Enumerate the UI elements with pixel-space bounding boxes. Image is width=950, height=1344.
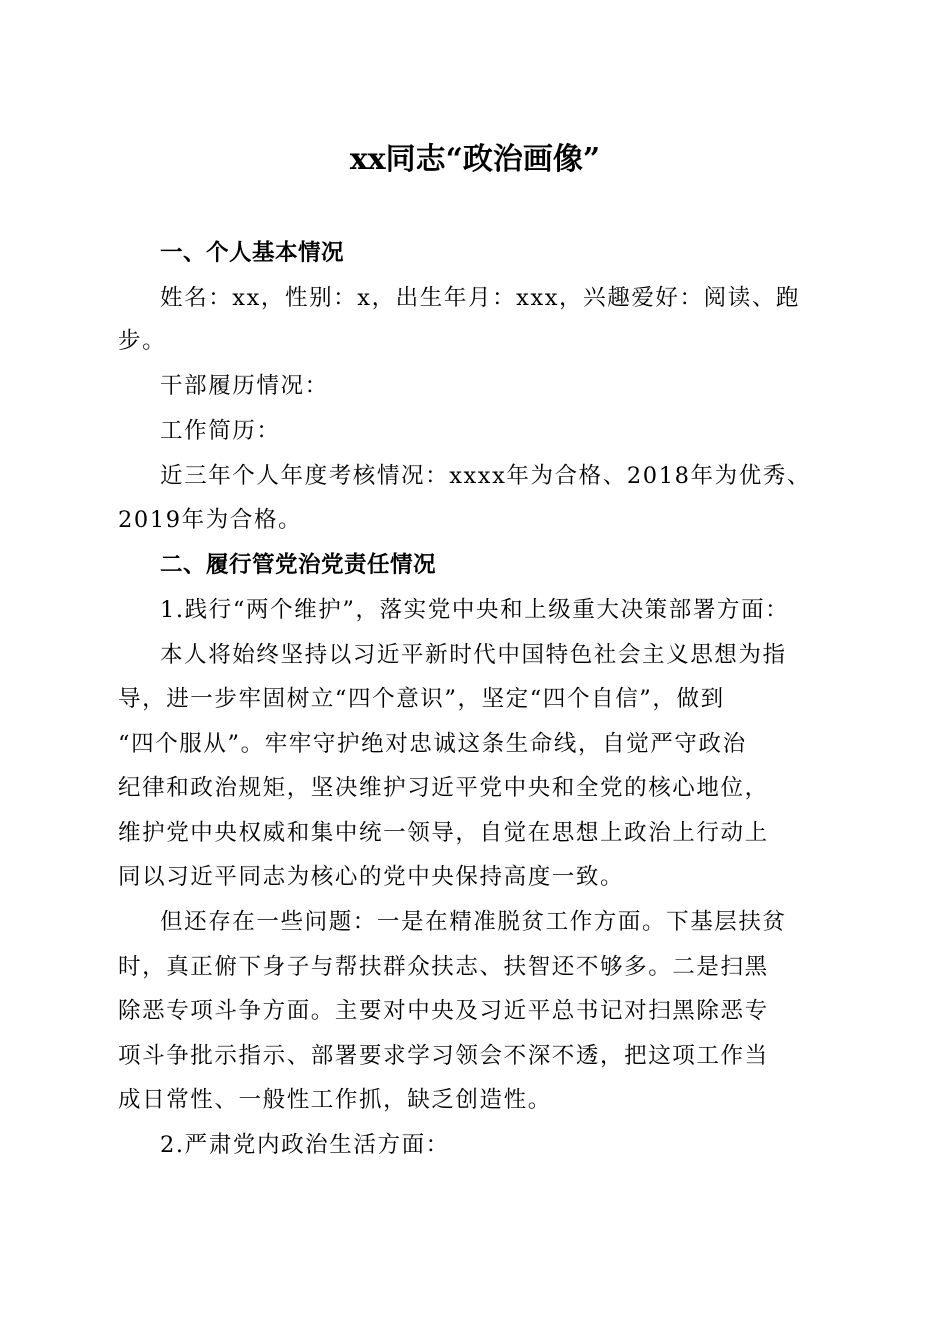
document-title: xx同志“政治画像” (349, 142, 601, 177)
paragraph-line: 本人将始终坚持以习近平新时代中国特色社会主义思想为指 (160, 642, 787, 668)
paragraph-line: 项斗争批示指示、部署要求学习领会不深不透，把这项工作当 (118, 1043, 769, 1069)
paragraph-line: 干部履历情况： (160, 373, 329, 399)
paragraph-line: 2019年为合格。 (118, 507, 303, 533)
paragraph-line: 近三年个人年度考核情况：xxxx年为合格、2018年为优秀、 (160, 463, 812, 489)
subheading-line: 1.践行“两个维护”，落实党中央和上级重大决策部署方面： (160, 597, 790, 623)
subheading-line: 2.严肃党内政治生活方面： (160, 1132, 450, 1158)
paragraph-line: 时，真正俯下身子与帮扶群众扶志、扶智还不够多。二是扫黑 (118, 954, 769, 980)
paragraph-line: 导，进一步牢固树立“四个意识”，坚定“四个自信”，做到 (118, 686, 725, 712)
paragraph-line: 成日常性、一般性工作抓，缺乏创造性。 (118, 1087, 552, 1113)
paragraph-line: “四个服从”。牢牢守护绝对忠诚这条生命线，自觉严守政治 (118, 731, 747, 757)
paragraph-line: 但还存在一些问题：一是在精准脱贫工作方面。下基层扶贫 (160, 909, 787, 935)
paragraph-line: 维护党中央权威和集中统一领导，自觉在思想上政治上行动上 (118, 820, 769, 846)
paragraph-line: 除恶专项斗争方面。主要对中央及习近平总书记对扫黑除恶专 (118, 998, 769, 1024)
section-heading-basic-info: 一、个人基本情况 (160, 240, 345, 266)
paragraph-line: 纪律和政治规矩，坚决维护习近平党中央和全党的核心地位， (118, 775, 769, 801)
paragraph-line: 同以习近平同志为核心的党中央保持高度一致。 (118, 864, 625, 890)
paragraph-line: 姓名：xx，性别：x，出生年月：xxx，兴趣爱好：阅读、跑 (160, 285, 801, 311)
paragraph-line: 工作简历： (160, 418, 281, 444)
section-heading-responsibility: 二、履行管党治党责任情况 (160, 552, 437, 578)
paragraph-line: 步。 (118, 328, 167, 354)
